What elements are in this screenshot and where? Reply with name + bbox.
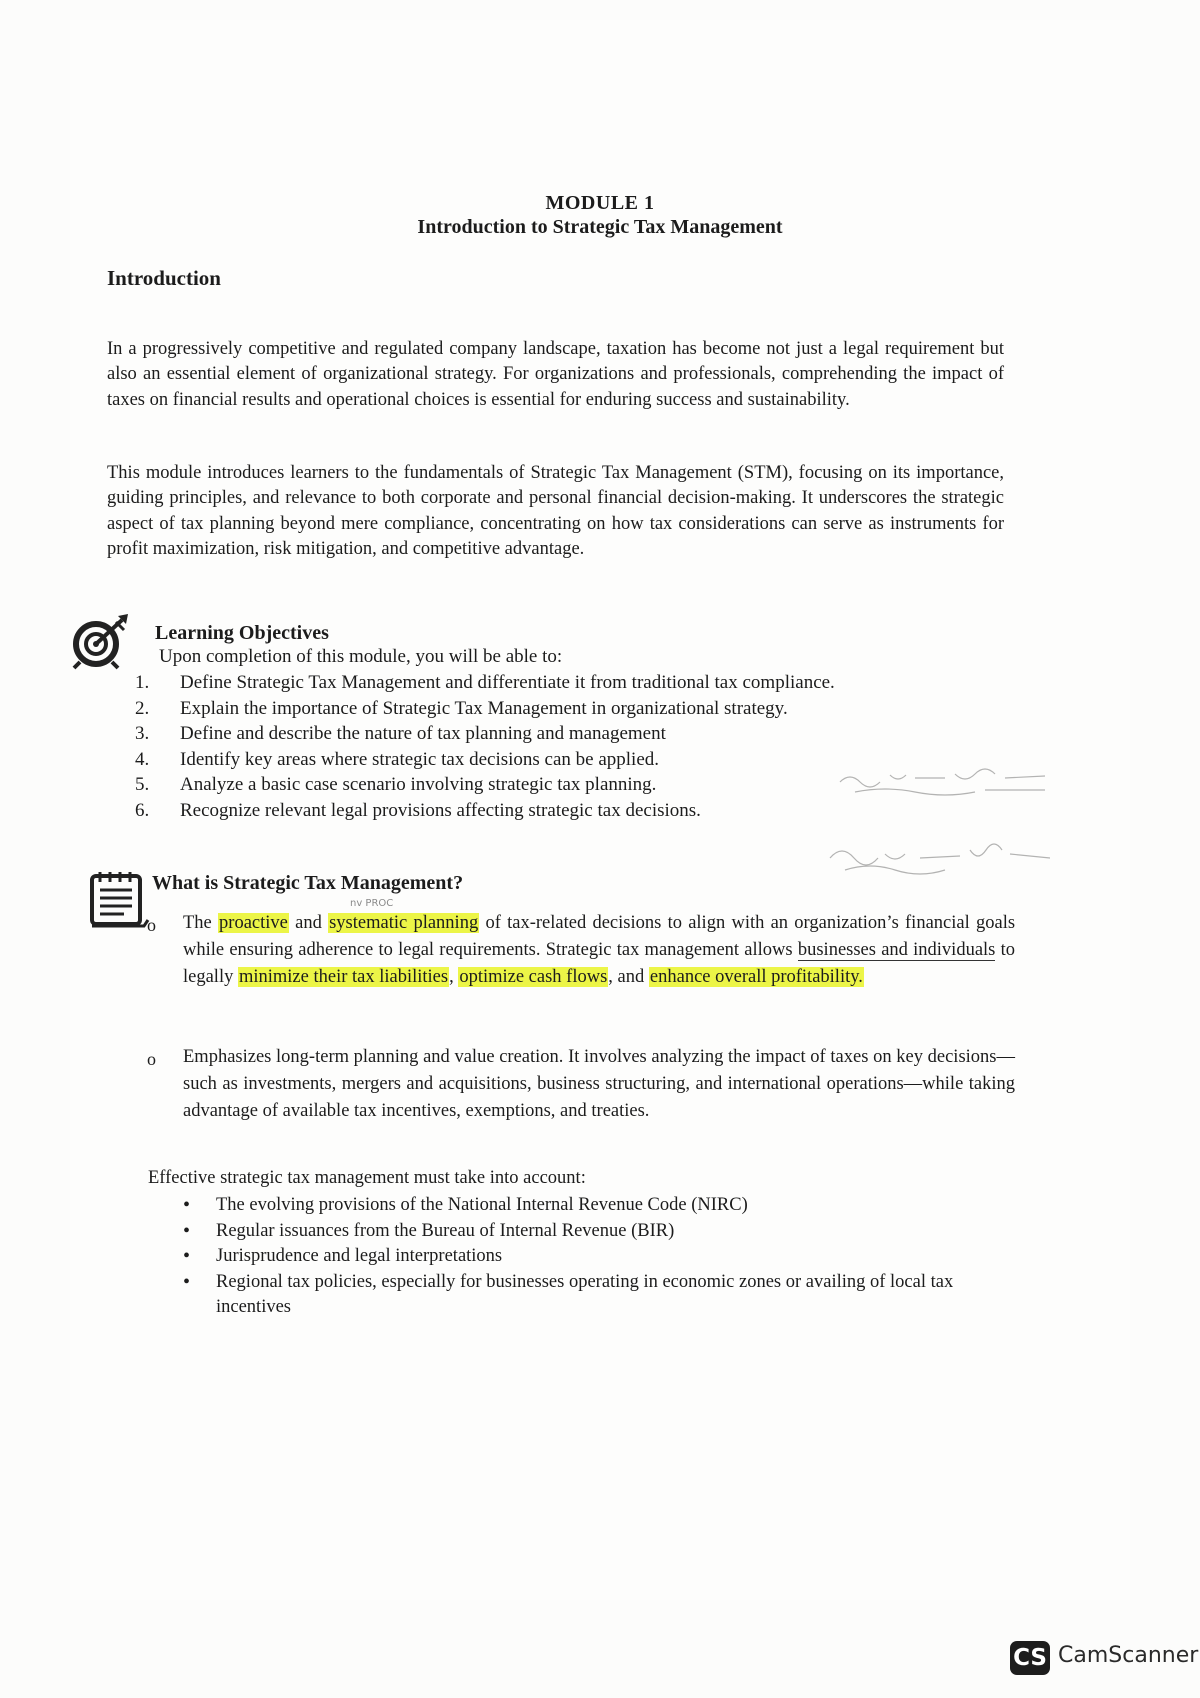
list-item: • Regular issuances from the Bureau of Internal Revenue (BIR) <box>183 1219 983 1245</box>
circle-bullet: o <box>147 1049 156 1069</box>
underlined-text: businesses and individuals <box>797 940 996 960</box>
handwriting-scribble <box>835 760 1085 800</box>
highlight: minimize their tax liabilities <box>238 967 449 987</box>
objective-item: 4. Identify key areas where strategic tax decisions can be applied. <box>135 748 660 770</box>
target-icon <box>72 612 134 670</box>
pen-annotation: nv PROC <box>350 898 394 909</box>
objective-item: 1. Define Strategic Tax Management and differentiate it from traditional tax compliance. <box>135 672 835 693</box>
highlight: proactive <box>219 913 288 933</box>
learning-objectives-intro: Upon completion of this module, you will be able to: <box>159 646 563 667</box>
intro-paragraph-2: This module introduces learners to the fundamentals of Strategic Tax Management (STM), focusing on its importance, guiding principles, and relevance to both corporate and personal financial decision-making. It underscores the strategic aspect of tax planning beyond mere compliance, concentrating on how tax considerations can serve as instruments for profit maximization, risk mitigation, and competitive advantage. <box>107 462 1004 559</box>
objectives-list <box>135 670 835 823</box>
objective-item: 6. Recognize relevant legal provisions affecting strategic tax decisions. <box>135 799 701 821</box>
list-item: • The evolving provisions of the National Internal Revenue Code (NIRC) <box>183 1193 983 1219</box>
camscanner-logo: CS <box>1010 1641 1050 1675</box>
module-title: Introduction to Strategic Tax Management <box>417 216 783 238</box>
circle-bullet: o <box>147 915 156 935</box>
intro-paragraph-1: In a progressively competitive and regulated company landscape, taxation has become not just a legal requirement but also an essential element of organizational strategy. For organizations and professionals, comprehending the impact of taxes on financial results and operational choices is essential for enduring success and sustainability. <box>107 338 1004 410</box>
list-item: • Jurisprudence and legal interpretations <box>183 1244 983 1270</box>
list-item: • Regional tax policies, especially for businesses operating in economic zones or availing of local tax incentives <box>183 1270 983 1321</box>
stm-definition-item: o The proactive and systematic planning of tax-related decisions to align with an organization’s financial goals while ensuring adherence to legal requirements. Strategic tax management allows businesses and individuals to legally minimize their tax liabilities, optimize cash flows, and enhance overall profitability. <box>147 913 1016 987</box>
stm-emphasis-item: o Emphasizes long-term planning and value creation. It involves analyzing the impact of taxes on key decisions—such as investments, mergers and acquisitions, business structuring, and international operations—while taking advantage of available tax incentives, exemptions, and treaties. <box>147 1047 1015 1121</box>
objective-item: 3. Define and describe the nature of tax planning and management <box>135 723 666 744</box>
effective-stm-heading: Effective strategic tax management must take into account: <box>148 1168 586 1188</box>
stm-heading: What is Strategic Tax Management? <box>152 872 464 894</box>
camscanner-watermark: CamScanner <box>1058 1643 1199 1668</box>
highlight: optimize cash flows <box>459 967 608 987</box>
highlight: systematic planning <box>329 913 479 933</box>
module-label: MODULE 1 <box>545 192 655 214</box>
learning-objectives-heading: Learning Objectives <box>155 622 329 644</box>
highlight: enhance overall profitability. <box>649 967 863 987</box>
handwriting-scribble <box>825 838 1065 878</box>
introduction-heading: Introduction <box>107 266 221 290</box>
objective-item: 5. Analyze a basic case scenario involving strategic tax planning. <box>135 774 657 795</box>
objective-item: 2. Explain the importance of Strategic Tax Management in organizational strategy. <box>135 697 788 719</box>
notes-icon <box>88 868 152 930</box>
effective-stm-list <box>183 1193 983 1321</box>
